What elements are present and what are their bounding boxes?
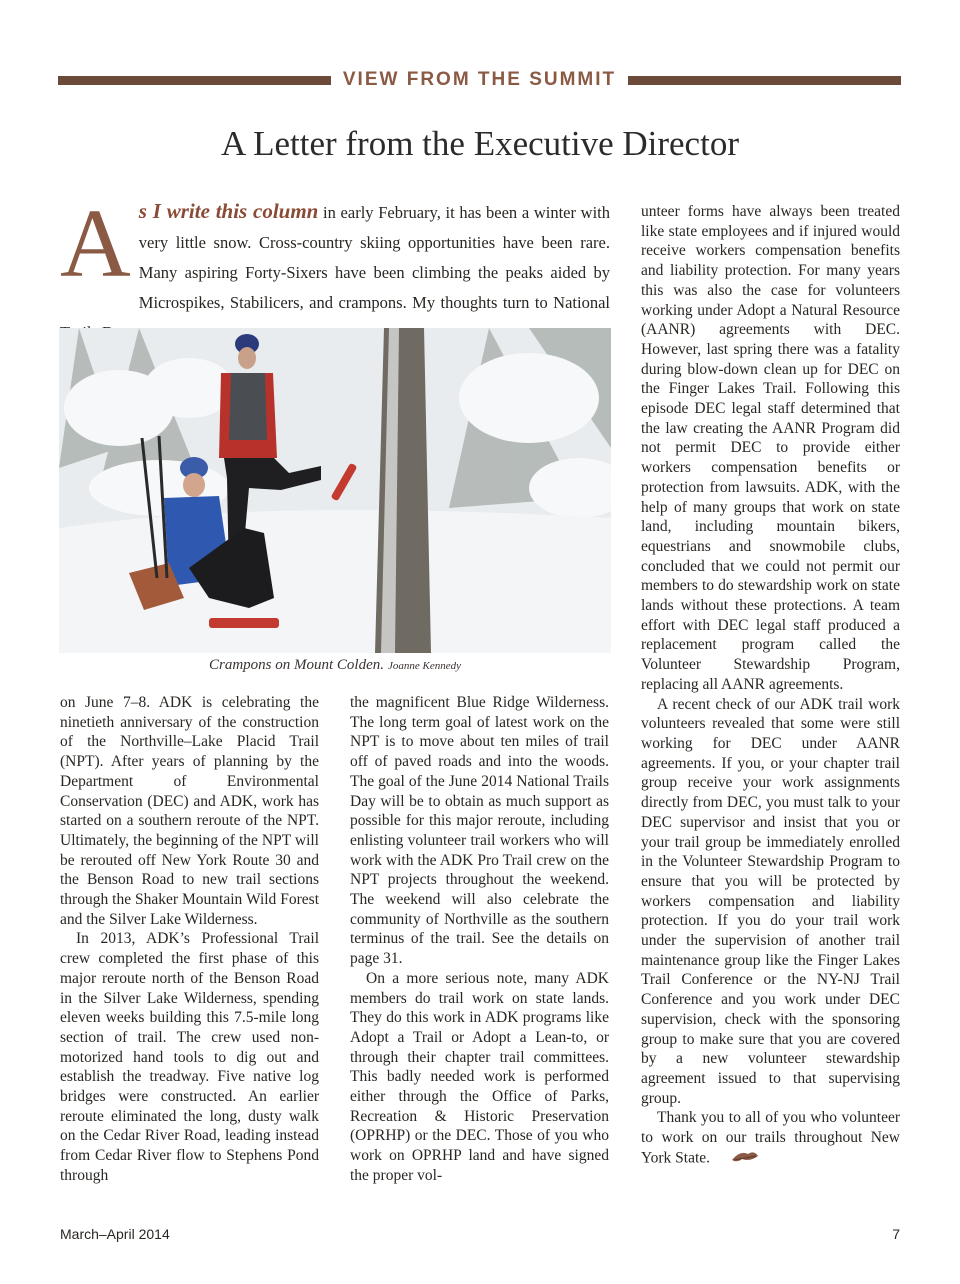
lead-intro: s I write this column: [138, 199, 319, 223]
column-3-paragraph-1: unteer forms have always been treated like state employees and if injured would receive workers compensation benefits and liability protection. For many years this was also the case for volunteers working under Adopt a Natural Resource (AANR) agreements with DEC. However, last spring there was a fatality during blow-down clean up for DEC on the Finger Lakes Trail. Following this episode DEC legal staff determined that the law creating the AANR Program did not permit DEC to provide either workers compensation benefits or protection from lawsuits. ADK, with the help of many groups that work on state land, including mountain bikers, equestrians and snowmobile clubs, concluded that we could not permit our members to do stewardship work on state lands without these protections. A team effort with DEC legal staff produced a replacement program called the Volunteer Stewardship Program, replacing all AANR agreements.: [641, 203, 900, 693]
header-rule-right: [628, 76, 901, 85]
column-3-paragraph-3: [641, 1108, 900, 1169]
column-2: [350, 693, 609, 1186]
section-header: [58, 68, 901, 92]
photo-caption: [59, 657, 611, 674]
column-2-paragraph-1: the magnificent Blue Ridge Wilderness. The long term goal of latest work on the NPT is to move about ten miles of trail off of paved roads and into the woods. The goal of the June 2014 National Trails Day will be to obtain as much support as possible for this major reroute, including enlisting volunteer trail workers who will work with the ADK Pro Trail crew on the NPT projects throughout the weekend. The weekend will also celebrate the community of Northville as the southern terminus of the trail. See the details on page 31.: [350, 694, 609, 968]
article-photo: [59, 328, 611, 653]
closing-text: Thank you to all of you who volunteer to work on our trails throughout New York State.: [641, 1109, 900, 1167]
page-number: 7: [892, 1226, 900, 1242]
snow-scene-illustration: [59, 328, 611, 653]
drop-cap: A: [60, 190, 131, 298]
issue-date: March–April 2014: [60, 1226, 170, 1242]
leaf-end-mark-icon: [714, 1148, 760, 1170]
column-1-paragraph-1: on June 7–8. ADK is celebrating the ninetieth anniversary of the construction of the Northville–Lake Placid Trail (NPT). After years of planning by the Department of Environmental Conservation (DEC) and ADK, work has started on a southern reroute of the NPT. Ultimately, the beginning of the NPT will be rerouted off New York Route 30 and the Benson Road to new trail sections through the Shaker Mountain Wild Forest and the Silver Lake Wilderness.: [60, 694, 319, 928]
section-label: VIEW FROM THE SUMMIT: [342, 69, 617, 90]
header-rule-left: [58, 76, 331, 85]
column-3-paragraph-2: A recent check of our ADK trail work volunteers revealed that some were still working for DEC under AANR agreements. If you, or your chapter trail group receive your work assignments directly from DEC, you must talk to your DEC supervisor and insist that you or your trail group be immediately enrolled in the Volunteer Stewardship Program to ensure that you will be protected by workers compensation and liability protection. If you do your trail work under the supervision of another trail maintenance group like the Finger Lakes Trail Conference or the NY-NJ Trail Conference and you work under DEC supervision, check with the sponsoring group to make sure that you are covered by a new volunteer stewardship agreement issued to that supervising group.: [641, 695, 900, 1107]
column-1-paragraph-2: In 2013, ADK’s Professional Trail crew completed the first phase of this major reroute north of the Benson Road in the Silver Lake Wilderness, spending eleven weeks building this 7.5-mile long section of trail. The crew used non-motorized hand tools to dig out and establish the treadway. Five native log bridges were constructed. An earlier reroute eliminated the long, dusty walk on the Cedar River Road, leading instead from Cedar River flow to Stephens Pond through: [60, 930, 319, 1184]
article-title: A Letter from the Executive Director: [221, 124, 739, 163]
lead-paragraph: [60, 190, 611, 348]
caption-text: Crampons on Mount Colden.: [208, 657, 384, 673]
column-1: [60, 693, 319, 1186]
lead-text: in early February, it has been a winter with very little snow. Cross-country skiing opportunities have been rare. Many aspiring Forty-Sixers have been climbing the peaks aided by Microspikes, Stabilicers, and crampons. My thoughts turn to National: [138, 203, 611, 312]
column-3: [641, 202, 900, 1169]
column-2-paragraph-2: On a more serious note, many ADK members do trail work on state lands. They do this work in ADK programs like Adopt a Trail or Adopt a Lean-to, or through their chapter trail committees. This badly needed work is performed either through the Office of Parks, Recreation & Historic Preservation (OPRHP) or the DEC. Those of you who work on OPRHP land and have signed the proper vol-: [350, 969, 609, 1184]
photo-credit: Joanne Kennedy: [388, 660, 461, 672]
